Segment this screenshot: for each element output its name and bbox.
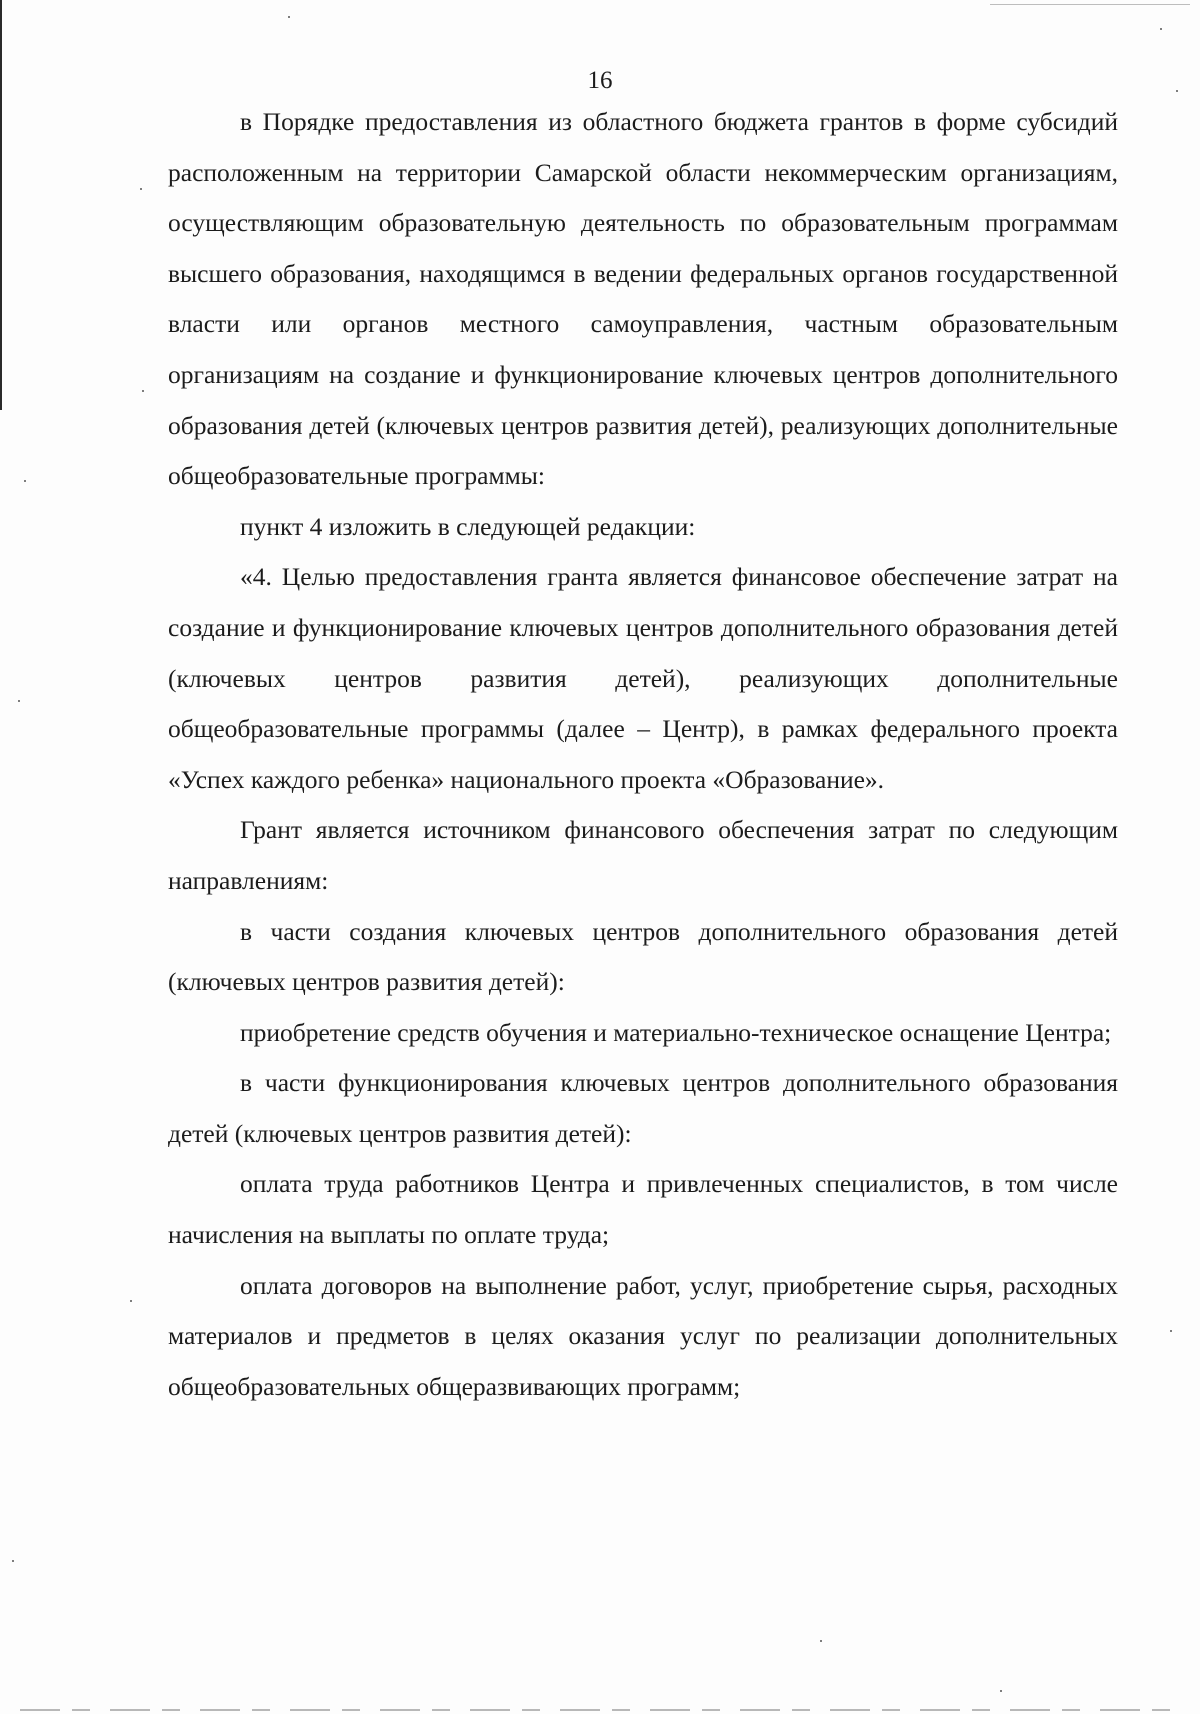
- paragraph-functioning-part: в части функционирования ключевых центров дополнительного образования детей (ключевых центров развития детей):: [168, 1068, 1118, 1148]
- paragraph-grant-purpose: «4. Целью предоставления гранта является финансовое обеспечение затрат на создание и функционирование ключевых центров дополнительного образования детей (ключевых центров развития детей), реализующих дополнительные общеобразовательные программы (далее – Центр), в рамках федерального проекта «Успех каждого ребенка» национального проекта «Образование».: [168, 562, 1118, 794]
- scan-speck: [130, 1300, 132, 1302]
- scan-speck: [12, 1560, 14, 1562]
- scan-bottom-line: [20, 1709, 1190, 1711]
- paragraph-grant-directions: Грант является источником финансового обеспечения затрат по следующим направлениям:: [168, 815, 1118, 895]
- scan-speck: [1160, 28, 1162, 30]
- scan-edge-left: [0, 0, 2, 410]
- scan-speck: [1000, 1690, 1002, 1692]
- scan-speck: [1170, 1330, 1172, 1332]
- paragraph-order-reference: в Порядке предоставления из областного бюджета грантов в форме субсидий расположенным на территории Самарской области некоммерческим организациям, осуществляющим образовательную деятельность по образовательным программам высшего образования, находящимся в ведении федеральных органов государственной власти или органов местного самоуправления, частным образовательным организациям на создание и функционирование ключевых центров дополнительного образования детей (ключевых центров развития детей), реализующих дополнительные общеобразовательные программы:: [168, 107, 1118, 491]
- paragraph-contracts-payment: оплата договоров на выполнение работ, услуг, приобретение сырья, расходных материалов и предметов в целях оказания услуг по реализации дополнительных общеобразовательных общеразвивающих программ;: [168, 1270, 1118, 1401]
- scan-speck: [142, 390, 144, 392]
- paragraph-amendment-instruction: пункт 4 изложить в следующей редакции:: [240, 511, 696, 541]
- paragraph-creation-part: в части создания ключевых центров дополнительного образования детей (ключевых центров развития детей):: [168, 916, 1118, 997]
- scan-speck: [18, 700, 20, 702]
- scan-top-line: [990, 4, 1190, 5]
- paragraph-labor-payment: оплата труда работников Центра и привлеченных специалистов, в том числе начисления на выплаты по оплате труда;: [168, 1169, 1118, 1250]
- scan-speck: [140, 188, 142, 190]
- scan-speck: [1176, 90, 1178, 92]
- document-body: [168, 97, 1118, 1412]
- scan-speck: [288, 16, 290, 18]
- scan-speck: [820, 1640, 822, 1642]
- page-number: 16: [587, 67, 613, 94]
- paragraph-equipment: приобретение средств обучения и материально-техническое оснащение Центра;: [240, 1017, 1112, 1047]
- scan-speck: [24, 480, 26, 482]
